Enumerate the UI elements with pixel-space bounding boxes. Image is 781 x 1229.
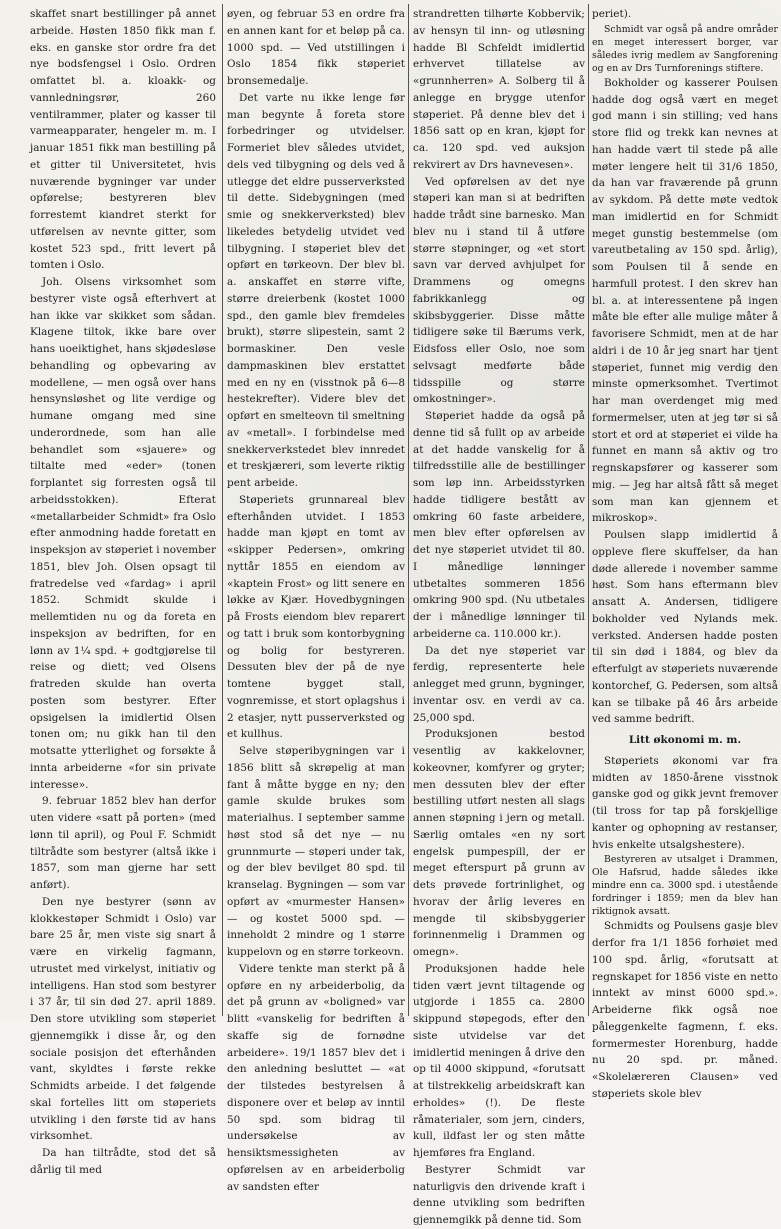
paragraph: strandretten tilhørte Kobbervik; av hensyn til inn- og utløsning hadde Bl Schfeldt imidlertid erhvervet tillatelse av «grunnherren» A. Solberg til å anlegge en brygge utenfor støperiet. På denne blev det i 1856 satt op en kran, kjøpt for ca. 120 spd. ved auksjon rekvirert av Drs havnevesen». bbox=[413, 8, 585, 171]
paragraph: Produksjonen bestod vesentlig av kakkelovner, kokeovner, komfyrer og gryter; men dessuten blev der efter bestilling utført nesten all slags annen støpning i jern og metall. Særlig omtales «en ny sort engelsk pumpespill, der er meget efterspurt på grunn av dets prøvede fortrinlighet, og hvorav der årlig leveres en mengde til skibsbyggerier forinnenmelig i Drammen og omegn». bbox=[413, 728, 585, 958]
paragraph: Joh. Olsens virksomhet som bestyrer viste også efterhvert at han ikke var skikket som sådan. Klagene tiltok, ikke bare over hans uoeiktighet, hans skjødesløse behandling og opbevaring av modellene, — men også over hans hensynsløshet og lite verdige og humane omgang med sine underordnede, som han alle behandlet som «sjauere» og tiltalte med «eder» (tonen forplantet sig forresten også til arbeidsstokken). Efterat «metallarbeider Schmidt» fra Oslo efter anmodning hadde foretatt en inspeksjon av støperiet i november 1851, blev Joh. Olsen opsagt til fratredelse ved «fardag» i april 1852. Schmidt skulde i mellemtiden nu og da foreta en inspeksjon av bedriften, for en lønn av 1¼ spd. + godtgjørelse til reise og diett; ved Olsens fratreden skulde han overta posten som bestyrer. Efter opsigelsen la imidlertid Olsen tonen om; nu gikk han til den motsatte ytterlighet og forsøkte å innta arbeiderne «for sin private interesse». bbox=[30, 276, 217, 791]
paragraph: Ved opførelsen av det nye støperi kan man si at bedriften hadde trådt sine barnesko. Man blev nu i stand til å utføre større støpninger, og «et stort savn var derved avhjulpet for Drammens og omegns fabrikkanlegg og skibsbyggerier. Disse måtte tidligere søke til Bærums verk, Eidsfoss eller Oslo, noe som selvsagt medførte både tidsspille og større omkostninger». bbox=[413, 175, 585, 406]
text-column-3 bbox=[413, 6, 585, 1226]
column-rule bbox=[588, 4, 589, 1016]
paragraph: Poulsen slapp imidlertid å oppleve flere skuffelser, da han døde allerede i november samme høst. Som hans eftermann blev ansatt A. Andersen, tidligere bokholder ved Nylands mek. verksted. Andersen hadde posten til sin død i 1884, og blev da efterfulgt av støperiets nuværende kontorchef, G. Pedersen, som altså kan se tilbake på 46 års arbeide ved samme bedrift. bbox=[592, 529, 778, 726]
column-rule bbox=[408, 4, 409, 1016]
paragraph: øyen, og februar 53 en ordre fra en annen kant for et beløp på ca. 1000 spd. — Ved utstillingen i Oslo 1854 fikk støperiet bronsemedalje. bbox=[227, 8, 405, 87]
paragraph: Produksjonen hadde hele tiden vært jevnt tiltagende og utgjorde i 1855 ca. 2800 skippund støpegods, efter den siste utvidelse var det imidlertid meningen å drive den op til 4000 skippund, «forutsatt at tilstrekkelig arbeidskraft kan erholdes» (!). De fleste råmaterialer, som jern, cinders, kull, ildfast ler og sten måtte hjemføres fra England. bbox=[413, 962, 585, 1159]
paragraph: Støperiet hadde da også på denne tid så fullt op av arbeide at det hadde vanskelig for å tilfredsstille alle de bestillinger som løp inn. Arbeidsstyrken hadde tidligere bestått av omkring 60 faste arbeidere, men blev efter opførelsen av det nye støperiet utvidet til 80. I månedlige lønninger utbetaltes sommeren 1856 omkring 900 spd. (Nu utbetales der i månedlige lønninger til arbeiderne ca. 110.000 kr.). bbox=[413, 410, 585, 640]
paragraph: Bokholder og kasserer Poulsen hadde dog også vært en meget god mann i sin stilling; ved hans store flid og trekk kan nevnes at han hadde vært til stede på alle møter lengere helt til 31/6 1850, da han var fraværende på grunn av sykdom. På dette møte vedtok man imidlertid en for Schmidt meget gunstig bestemmelse (om vareutbetaling av 150 spd. årlig), som Poulsen til å sende en harmfull protest. I den skrev han bl. a. at interessentene på ingen måte ble efter alle mulige måter å favorisere Schmidt, men at de har aldri i de 10 år jeg snart har tjent støperiet, funnet mig verdig den minste opmerksomhet. Tvertimot har man overdenget mig med formermelser, uten at jeg tør si så stort et ord at støperiet ei vilde ha funnet en mann så aktiv og tro regnskapsfører og kasserer som mig. — Jeg har altså fått så meget som man kan gjennem et mikroskop». bbox=[592, 76, 778, 525]
section-heading: Litt økonomi m. m. bbox=[628, 734, 742, 746]
text-column-2 bbox=[227, 6, 405, 1193]
text-column-1 bbox=[30, 6, 217, 1176]
paragraph: Selve støperibygningen var i 1856 blitt så skrøpelig at man fant å måtte bygge en ny; den gamle skulde brukes som materialhus. I september samme høst stod så det nye — nu grunnmurte — støperi under tak, og der blev bevilget 80 spd. til kranselag. Bygningen — som var opført av «murmester Hansen» — og kostet 5000 spd. — inneholdt 2 mindre og 1 større kuppelovn og en større torkeovn. bbox=[227, 745, 405, 958]
text-column-4 bbox=[592, 6, 778, 1100]
paragraph: Den nye bestyrer (sønn av klokkestøper Schmidt i Oslo) var bare 25 år, men viste sig snart å være en virkelig fagmann, utrustet med virkelyst, initiativ og intelligens. Han stod som bestyrer i 37 år, til sin død 27. april 1889. Den store utvikling som støperiet gjennemgikk i disse år, og den sociale posisjon det efterhånden vant, skyldtes i første rekke Schmidts arbeide. I det følgende skal fortelles litt om støperiets utvikling i den første tid av hans virksomhet. bbox=[30, 895, 216, 1143]
paragraph: skaffet snart bestillinger på annet arbeide. Høsten 1850 fikk man f. eks. en ganske stor ordre fra det nye bodsfengsel i Oslo. Ordren omfattet bl. a. kloakk- og vannledningsrør, 260 ventilrammer, plater og kasser til varmeapparater, hengeler m. m. I januar 1851 fikk man bestilling på et gitter til Universitetet, hvis nuværende bygninger var under opførelse; bestyreren blev forrestemt kiandret sterkt for utførelsen av nevnte gitter, som kostet 523 spd., fritt levert på tomten i Oslo. bbox=[30, 8, 216, 272]
paragraph: Schmidts og Poulsens gasje blev derfor fra 1/1 1856 forhøiet med 100 spd. årlig, «forutsatt at regnskapet for 1856 viste en netto inntekt av minst 6000 spd.». Arbeiderne fikk også noe påleggenkelte fagmenn, f. eks. formermester Horenburg, hadde nu 20 spd. pr. måned. «Skolelæreren Clausen» ved støperiets skole blev bbox=[592, 920, 778, 1100]
paragraph: Da det nye støperiet var ferdig, representerte hele anlegget med grunn, bygninger, inventar osv. en verdi av ca. 25,000 spd. bbox=[413, 644, 585, 724]
paragraph: Da han tiltrådte, stod det så dårlig til med bbox=[30, 1147, 216, 1176]
paragraph: Videre tenkte man sterkt på å opføre en ny arbeiderbolig, da det på grunn av «boligned» var blitt «vanskelig for bedriften å skaffe sig de fornødne arbeidere». 19/1 1857 blev det i den anledning besluttet — «at der tilstedes bestyrelsen å disponere over et beløp av inntil 50 spd. som bidrag til undersøkelse av hensiktsmessigheten av opførelsen av en arbeiderbolig av sandsten efter bbox=[227, 962, 405, 1193]
paragraph: Bestyreren av utsalget i Drammen, Ole Hafsrud, hadde således ikke mindre enn ca. 3000 spd. i utestående fordringer i 1859; men da blev han riktignok avsatt. bbox=[592, 854, 778, 918]
paragraph: periet). bbox=[592, 8, 632, 20]
paragraph: Det varte nu ikke lenge før man begynte å foreta store forbedringer og utvidelser. Formeriet blev således utvidet, dels ved tilbygning og dels ved å utlegge det eldre pusserverksted til dette. Sidebygningen (med smie og snekkerverksted) blev likeledes betydelig utvidet ved tilbygning. I støperiet blev det opført en tørkeovn. Der blev bl. a. anskaffet en større vifte, større dreierbenk (kostet 1000 spd., den gamle blev fremdeles brukt), større slipestein, samt 2 bormaskiner. Den vesle dampmaskinen blev erstattet med en ny en (visstnok på 6—8 hestekrefter). Videre blev det opført en smelteovn til smeltning av «metall». I forbindelse med snekkerverkstedet blev innredet et treskjæreri, som leverte riktig pent arbeide. bbox=[227, 91, 405, 489]
paragraph: Støperiets økonomi var fra midten av 1850-årene visstnok ganske god og gikk jevnt fremover (til tross for tap på forskjellige kanter og ophopning av restanser, hvis enkelte utsalgshestere). bbox=[592, 754, 778, 851]
paragraph: 9. februar 1852 blev han derfor uten videre «satt på porten» (med lønn til april), og Poul F. Schmidt tiltrådte som bestyrer (altså ikke i 1857, som man gjerne har sett anført). bbox=[30, 795, 216, 891]
column-rule bbox=[222, 4, 223, 1016]
paragraph: Schmidt var også på andre områder en meget interessert borger, var således ivrig medlem av Sangforening og en av Drs Turnforenings stiftere. bbox=[592, 23, 778, 74]
paragraph: Bestyrer Schmidt var naturligvis den drivende kraft i denne utvikling som bedriften gjennemgikk på denne tid. Som bbox=[413, 1163, 585, 1226]
paragraph: Støperiets grunnareal blev efterhånden utvidet. I 1853 hadde man kjøpt en tomt av «skipper Pedersen», omkring nyttår 1855 en eiendom av «kaptein Frost» og litt senere en løkke av Kjær. Hovedbygningen på Frosts eiendom blev reparert og tatt i bruk som kontorbygning og bolig for bestyreren. Dessuten blev der på de nye tomtene bygget stall, vognremisse, et stort oplagshus i 2 etasjer, nytt pusserverksted og et kullhus. bbox=[227, 493, 405, 741]
